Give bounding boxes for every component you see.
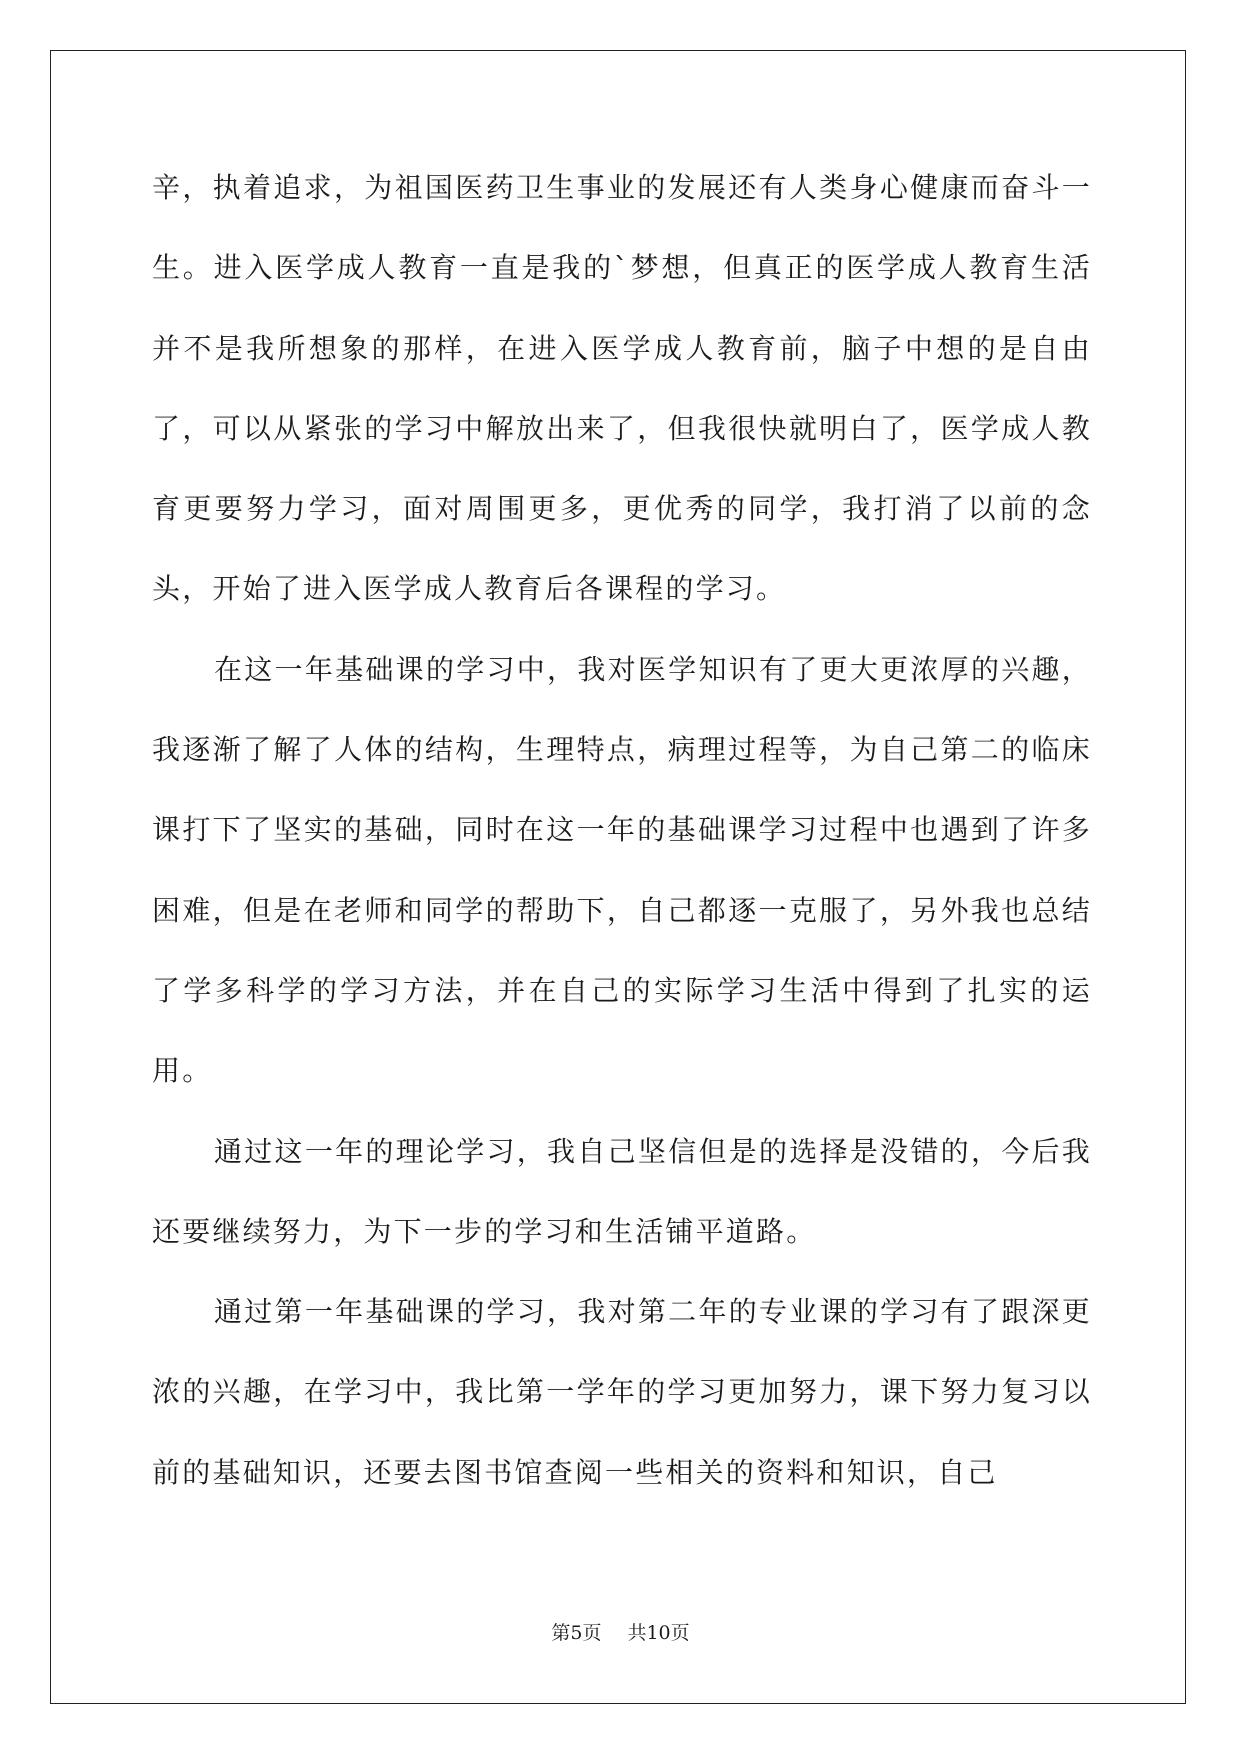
page-footer [0, 1618, 1241, 1645]
paragraph-4: 通过第一年基础课的学习，我对第二年的专业课的学习有了跟深更浓的兴趣，在学习中，我比第一学年的学习更加努力，课下努力复习以前的基础知识，还要去图书馆查阅一些相关的资料和知识，自己 [152, 1295, 1092, 1489]
page-number: 第5页 [551, 1622, 602, 1644]
paragraph-3: 通过这一年的理论学习，我自己坚信但是的选择是没错的，今后我还要继续努力，为下一步的学习和生活铺平道路。 [152, 1134, 1092, 1248]
page-total: 共10页 [627, 1622, 690, 1644]
paragraph-2: 在这一年基础课的学习中，我对医学知识有了更大更浓厚的兴趣，我逐渐了解了人体的结构，生理特点，病理过程等，为自己第二的临床课打下了坚实的基础，同时在这一年的基础课学习过程中也遇到了许多困难，但是在老师和同学的帮助下，自己都逐一克服了，另外我也总结了学多科学的学习方法，并在自己的实际学习生活中得到了扎实的运用。 [152, 652, 1092, 1088]
document-body [152, 148, 1092, 1513]
paragraph-1: 辛，执着追求，为祖国医药卫生事业的发展还有人类身心健康而奋斗一生。进入医学成人教育一直是我的`梦想，但真正的医学成人教育生活并不是我所想象的那样，在进入医学成人教育前，脑子中想的是自由了，可以从紧张的学习中解放出来了，但我很快就明白了，医学成人教育更要努力学习，面对周围更多，更优秀的同学，我打消了以前的念头，开始了进入医学成人教育后各课程的学习。 [152, 171, 1092, 606]
